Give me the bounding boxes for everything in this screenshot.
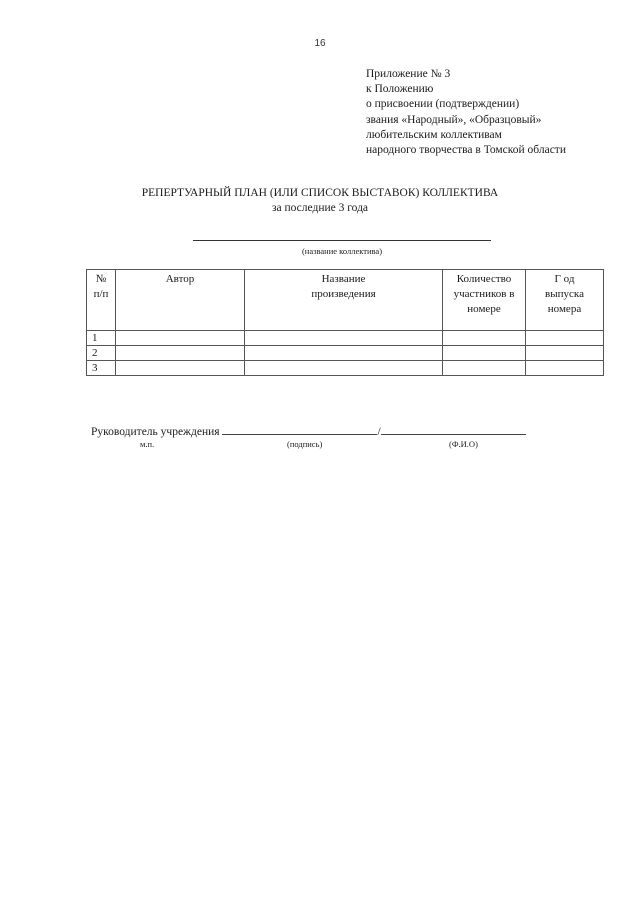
row-number-cell: 2: [87, 346, 116, 361]
signature-label: Руководитель учреждения: [91, 426, 220, 438]
column-header-participants-label: Количество участников в номере: [453, 273, 515, 315]
table-row: [87, 346, 604, 361]
author-cell[interactable]: [116, 346, 245, 361]
signature-row: [91, 424, 526, 439]
release-year-cell[interactable]: [526, 346, 604, 361]
column-header-participants: [443, 270, 526, 331]
repertoire-table: [86, 269, 604, 376]
release-year-cell[interactable]: [526, 361, 604, 376]
table-header-row: [87, 270, 604, 331]
appendix-line: о присвоении (подтверждении): [366, 98, 520, 111]
page-number: 16: [314, 38, 326, 49]
title-cell[interactable]: [245, 346, 443, 361]
title-cell[interactable]: [245, 361, 443, 376]
appendix-line: звания «Народный», «Образцовый»: [366, 113, 542, 126]
document-subtitle: за последние 3 года: [271, 202, 369, 214]
collective-name-field[interactable]: [193, 240, 491, 241]
full-name-field[interactable]: [381, 424, 526, 435]
column-header-release-year-label: Г од выпуска номера: [545, 273, 584, 315]
title-cell[interactable]: [245, 331, 443, 346]
row-number-cell: 1: [87, 331, 116, 346]
appendix-line: любительским коллективам: [366, 128, 502, 141]
column-header-number-label: № п/п: [93, 273, 109, 300]
appendix-block: [366, 67, 626, 158]
signature-field[interactable]: [222, 424, 377, 435]
document-title-block: [0, 186, 640, 216]
column-header-title: [245, 270, 443, 331]
author-cell[interactable]: [116, 361, 245, 376]
participants-cell[interactable]: [443, 361, 526, 376]
column-header-release-year: [526, 270, 604, 331]
participants-cell[interactable]: [443, 331, 526, 346]
row-number-cell: 3: [87, 361, 116, 376]
table-row: [87, 331, 604, 346]
appendix-line: народного творчества в Томской области: [366, 144, 566, 157]
collective-name-caption: (название коллектива): [301, 246, 383, 256]
author-cell[interactable]: [116, 331, 245, 346]
column-header-title-label: Название произведения: [311, 273, 376, 300]
column-header-author: Автор: [116, 270, 245, 331]
full-name-caption: (Ф.И.О): [449, 439, 478, 449]
stamp-label: м.п.: [140, 439, 155, 449]
signature-caption: (подпись): [287, 439, 323, 449]
column-header-number: [87, 270, 116, 331]
appendix-line: Приложение № 3: [366, 68, 451, 80]
appendix-line: к Положению: [366, 83, 434, 96]
table-row: [87, 361, 604, 376]
signature-separator: /: [377, 426, 381, 438]
release-year-cell[interactable]: [526, 331, 604, 346]
document-title: РЕПЕРТУАРНЫЙ ПЛАН (ИЛИ СПИСОК ВЫСТАВОК) КОЛЛЕКТИВА: [141, 187, 499, 199]
participants-cell[interactable]: [443, 346, 526, 361]
